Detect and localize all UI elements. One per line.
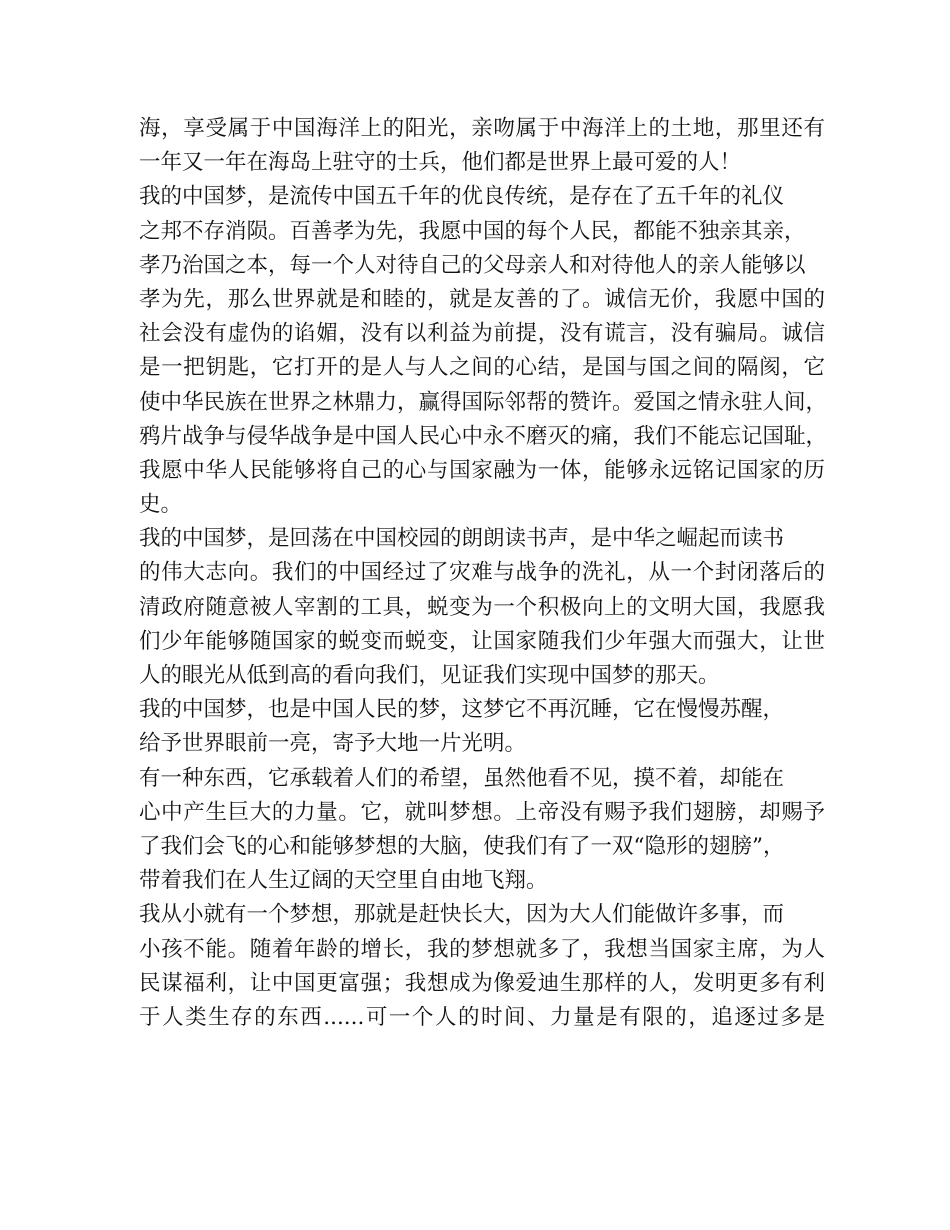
text-line: 是一把钥匙，它打开的是人与人之间的心结，是国与国之间的隔阂，它 [139, 355, 825, 381]
text-line: 我的中国梦，是回荡在中国校园的朗朗读书声，是中华之崛起而读书 [139, 526, 785, 552]
text-line: 海，享受属于中国海洋上的阳光，亲吻属于中海洋上的土地，那里还有 [139, 116, 825, 141]
text-line: 的伟大志向。我们的中国经过了灾难与战争的洗礼，从一个封闭落后的 [139, 560, 825, 586]
text-line: 们少年能够随国家的蜕变而蜕变，让国家随我们少年强大而强大，让世 [139, 628, 825, 654]
text-line: 民谋福利，让中国更富强；我想成为像爱迪生那样的人，发明更多有利 [139, 970, 825, 996]
text-line: 带着我们在人生辽阔的天空里自由地飞翔。 [139, 868, 548, 894]
text-line: 鸦片战争与侵华战争是中国人民心中永不磨灭的痛，我们不能忘记国耻， [139, 423, 828, 449]
text-line: 之邦不存消陨。百善孝为先，我愿中国的每个人民，都能不独亲其亲， [139, 218, 806, 244]
text-line: 了我们会飞的心和能够梦想的大脑，使我们有了一双“隐形的翅膀”， [139, 833, 785, 859]
text-line: 我的中国梦，也是中国人民的梦，这梦它不再沉睡，它在慢慢苏醒， [139, 697, 785, 723]
text-line: 给予世界眼前一亮，寄予大地一片光明。 [139, 731, 527, 757]
text-line: 我愿中华人民能够将自己的心与国家融为一体，能够永远铭记国家的历 [139, 457, 825, 483]
text-line: 我从小就有一个梦想，那就是赶快长大，因为大人们能做许多事，而 [139, 902, 785, 928]
text-line: 孝乃治国之本，每一个人对待自己的父母亲人和对待他人的亲人能够以 [139, 252, 806, 278]
text-line: 史。 [139, 492, 183, 518]
text-line: 我的中国梦，是流传中国五千年的优良传统，是存在了五千年的礼仪 [139, 184, 785, 210]
text-line: 人的眼光从低到高的看向我们，见证我们实现中国梦的那天。 [139, 663, 720, 688]
text-line: 使中华民族在世界之林鼎力，赢得国际邻帮的赞许。爱国之情永驻人间， [139, 389, 828, 415]
text-line: 清政府随意被人宰割的工具，蜕变为一个积极向上的文明大国，我愿我 [139, 594, 825, 620]
text-line: 孝为先，那么世界就是和睦的，就是友善的了。诚信无价，我愿中国的 [139, 286, 825, 312]
text-line: 一年又一年在海岛上驻守的士兵，他们都是世界上最可爱的人！ [139, 150, 742, 176]
text-line: 小孩不能。随着年龄的增长，我的梦想就多了，我想当国家主席，为人 [139, 936, 825, 962]
text-line: 于人类生存的东西......可一个人的时间、力量是有限的，追逐过多是 [139, 1004, 825, 1030]
document-body [139, 112, 828, 1035]
text-line: 心中产生巨大的力量。它，就叫梦想。上帝没有赐予我们翅膀，却赐予 [139, 799, 825, 825]
text-line: 社会没有虚伪的谄媚，没有以利益为前提，没有谎言，没有骗局。诚信 [139, 321, 825, 347]
text-line: 有一种东西，它承载着人们的希望，虽然他看不见，摸不着，却能在 [139, 765, 785, 791]
